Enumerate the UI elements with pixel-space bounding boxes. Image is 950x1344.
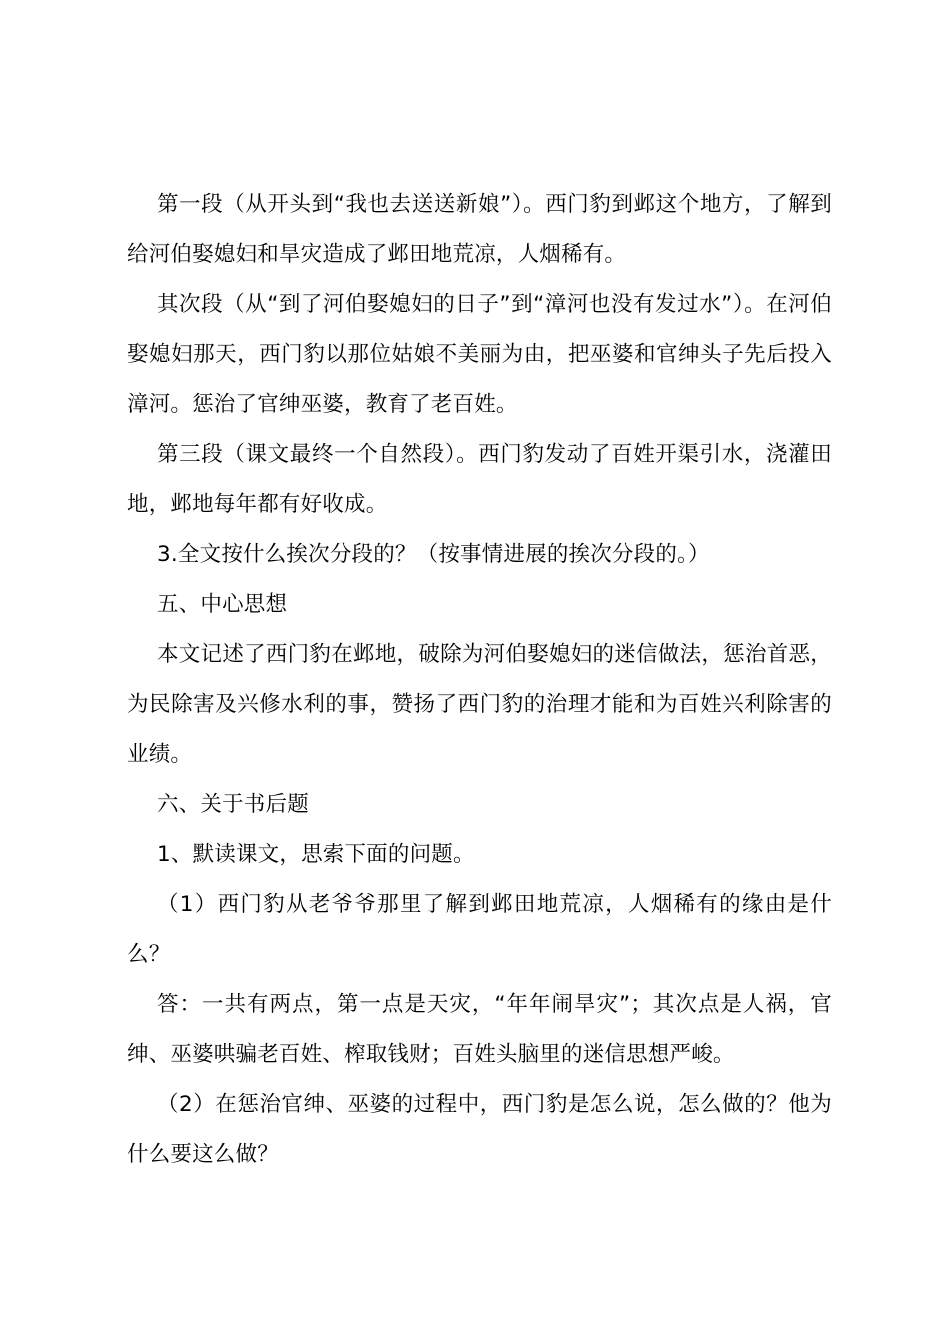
heading-after-class-questions: 六、关于书后题	[157, 792, 309, 817]
heading-central-idea: 五、中心思想	[157, 592, 288, 617]
paragraph-answer-1: 答：一共有两点，第一点是天灾，“年年闹旱灾”；其次点是人祸，官绅、巫婆哄骗老百姓、榨取钱财；百姓头脑里的迷信思想严峻。	[127, 992, 832, 1067]
paragraph-subquestion-1: （1）西门豹从老爷爷那里了解到邺田地荒凉，人烟稀有的缘由是什么？	[127, 892, 832, 967]
paragraph-central-idea: 本文记述了西门豹在邺地，破除为河伯娶媳妇的迷信做法，惩治首恶，为民除害及兴修水利的事，赞扬了西门豹的治理才能和为百姓兴利除害的业绩。	[127, 642, 832, 767]
document-body	[127, 180, 832, 1180]
paragraph-question-3: 3.全文按什么挨次分段的？（按事情进展的挨次分段的。）	[157, 542, 710, 567]
paragraph-question-1: 1、默读课文，思索下面的问题。	[157, 842, 475, 867]
paragraph-section-one: 第一段（从开头到“我也去送送新娘”）。西门豹到邺这个地方，了解到给河伯娶媳妇和旱灾造成了邺田地荒凉，人烟稀有。	[127, 192, 832, 267]
paragraph-subquestion-2: （2）在惩治官绅、巫婆的过程中，西门豹是怎么说，怎么做的？他为什么要这么做？	[127, 1092, 832, 1167]
paragraph-section-two: 其次段（从“到了河伯娶媳妇的日子”到“漳河也没有发过水”）。在河伯娶媳妇那天，西门豹以那位姑娘不美丽为由，把巫婆和官绅头子先后投入漳河。惩治了官绅巫婆，教育了老百姓。	[127, 292, 832, 417]
paragraph-section-three: 第三段（课文最终一个自然段）。西门豹发动了百姓开渠引水，浇灌田地，邺地每年都有好收成。	[127, 442, 832, 517]
